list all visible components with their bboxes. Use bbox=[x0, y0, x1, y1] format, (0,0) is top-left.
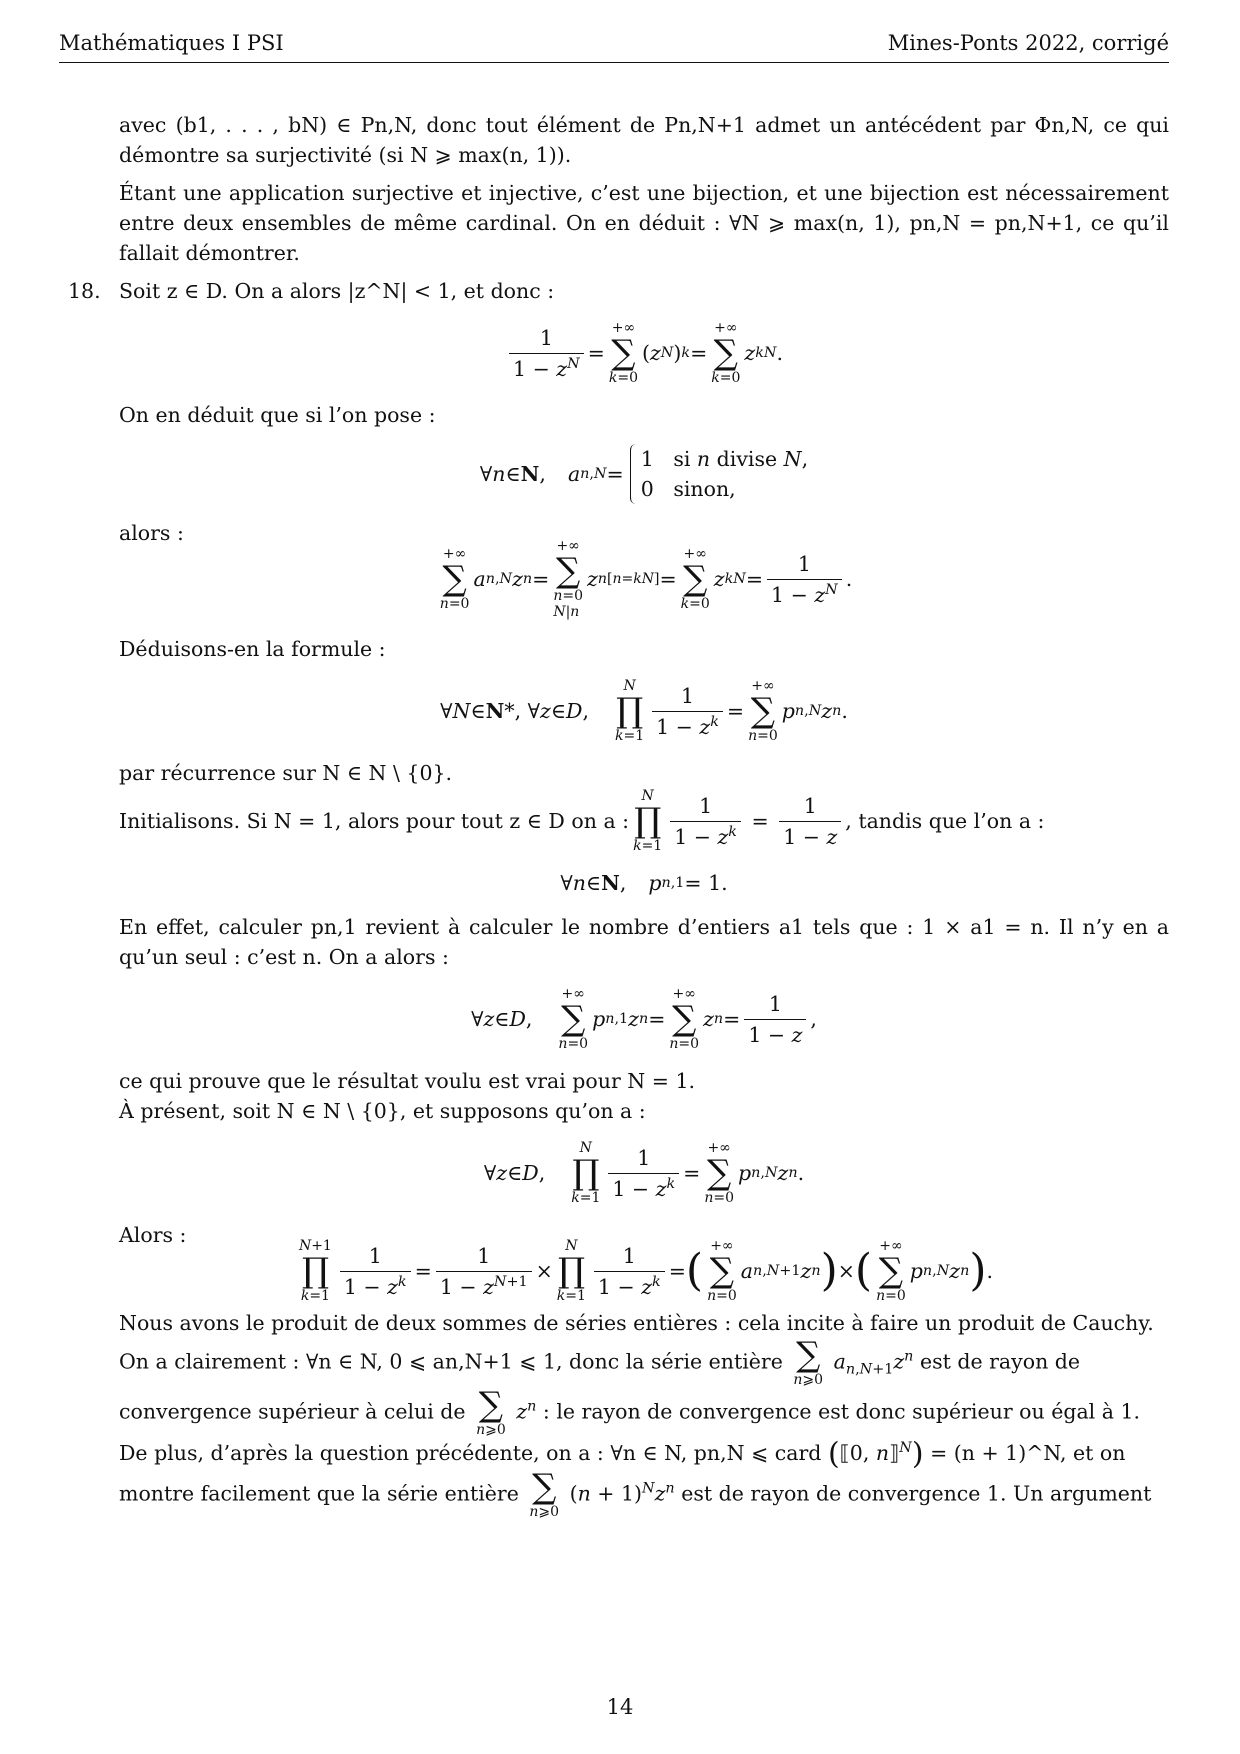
equation-sum-a: +∞ ∑ n=0 a n,N z n = +∞ ∑ n=0 N|n z n [n=kN] = +∞ ∑ k=0 z kN = $\frac{1}{1 - z^N}$ . bbox=[439, 538, 853, 620]
paragraph-15-end: : le rayon de convergence est donc supérieur ou égal à 1. bbox=[542, 1399, 1141, 1424]
paragraph-11: À présent, soit N ∈ N \ {0}, et supposons qu’on a : bbox=[119, 1099, 646, 1123]
paragraph-17: montre facilement que la série entière ∑ n⩾0 $(n + 1)^Nz^n$ est de rayon de convergence 1. Un argument bbox=[119, 1466, 1152, 1520]
equation-definition-a: ∀ n ∈ N , a n,N = 1 si n divise N, 0 sinon, bbox=[119, 444, 1169, 504]
paragraph-14-start: On a clairement : ∀n ∈ N, 0 ⩽ an,N+1 ⩽ 1, donc la série entière bbox=[119, 1349, 783, 1374]
equation-p-n1: ∀ n ∈ N , p n,1 = 1. bbox=[560, 871, 728, 895]
equation-hypothesis: ∀ z ∈ D , N ∏ k=1 $\frac{1}{1 - z^k}$ = +∞ ∑ n=0 p n,N z n . bbox=[483, 1140, 805, 1206]
paragraph-5: alors : bbox=[119, 521, 184, 545]
paragraph-14: On a clairement : ∀n ∈ N, 0 ⩽ an,N+1 ⩽ 1, donc la série entière ∑ n⩾0 $a_{n,N+1}z^n$ est de rayon de bbox=[119, 1335, 1081, 1388]
paragraph-8-end: , tandis que l’on a : bbox=[845, 809, 1045, 833]
paragraph-16-end: = (n + 1)^N, et on bbox=[930, 1441, 1126, 1465]
paragraph-3-text: Soit z ∈ D. On a alors |z^N| < 1, et donc : bbox=[119, 279, 555, 303]
paragraph-3 bbox=[68, 276, 1169, 306]
equation-induction-step: N+1 ∏ k=1 $\frac{1}{1 - z^k}$ = $\frac{1}{1 - z^{N+1}}$ × N ∏ k=1 $\frac{1}{1 - z^k}$ = ( +∞ ∑ n=0 a n,N+1 z n ) × ( +∞ ∑ n=0 p n,N z n ) . bbox=[298, 1238, 994, 1304]
paragraph-8: Initialisons. Si N = 1, alors pour tout z ∈ D on a : N ∏ k=1 $\frac{1}{1 - z^k}$ = $\frac{1}{1 - z}$ , tandis que l’on a : bbox=[119, 788, 1045, 854]
question-number: 18. bbox=[68, 279, 101, 303]
paragraph-16: De plus, d’après la question précédente, on a : ∀n ∈ N, pn,N ⩽ card (⟦0, n⟧$^N$) = (n + 1)^N, et on bbox=[119, 1436, 1126, 1472]
paragraph-15-start: convergence supérieur à celui de bbox=[119, 1399, 466, 1424]
paragraph-9: En effet, calculer pn,1 revient à calculer le nombre d’entiers a1 tels que : 1 × a1 = n. Il n’y en a qu’un seul : c’est n. On a alors : bbox=[119, 915, 1169, 969]
page-header bbox=[59, 28, 1169, 63]
paragraph-7: par récurrence sur N ∈ N \ {0}. bbox=[119, 761, 453, 785]
paragraph-12: Alors : bbox=[119, 1223, 187, 1247]
paragraph-8-start: Initialisons. Si N = 1, alors pour tout z ∈ D on a : bbox=[119, 809, 630, 833]
equation-main-formula: ∀ N ∈ N *, ∀ z ∈ D , N ∏ k=1 $\frac{1}{1 - z^k}$ = +∞ ∑ n=0 p n,N z n . bbox=[440, 678, 848, 744]
paragraph-17-end: est de rayon de convergence 1. Un argument bbox=[681, 1481, 1152, 1505]
header-right: Mines-Ponts 2022, corrigé bbox=[887, 31, 1169, 55]
main-content bbox=[68, 110, 1169, 1520]
paragraph-10: ce qui prouve que le résultat voulu est vrai pour N = 1. bbox=[119, 1069, 696, 1093]
paragraph-6: Déduisons-en la formule : bbox=[119, 637, 386, 661]
page-number: 14 bbox=[606, 1695, 634, 1719]
paragraph-15: convergence supérieur à celui de ∑ n⩾0 $z^n$ : le rayon de convergence est donc supérieur ou égal à 1. bbox=[119, 1385, 1141, 1438]
paragraph-16-start: De plus, d’après la question précédente, on a : ∀n ∈ N, pn,N ⩽ card bbox=[119, 1441, 822, 1465]
paragraph-14-end: est de rayon de bbox=[919, 1349, 1081, 1374]
paragraph-2: Étant une application surjective et injective, c’est une bijection, et une bijection est nécessairement entre deux ensembles de même cardinal. On en déduit : ∀N ⩾ max(n, 1), pn,N = pn,N+1, ce qu’il fallait démontrer. bbox=[119, 181, 1169, 265]
equation-base-case: ∀ z ∈ D , +∞ ∑ n=0 p n,1 z n = +∞ ∑ n=0 z n = $\frac{1}{1 - z}$ , bbox=[471, 986, 817, 1052]
paragraph-13: Nous avons le produit de deux sommes de séries entières : cela incite à faire un produit de Cauchy. bbox=[119, 1311, 1154, 1335]
paragraph-1: avec (b1, . . . , bN) ∈ Pn,N, donc tout élément de Pn,N+1 admet un antécédent par Φn,N, ce qui démontre sa surjectivité (si N ⩾ max(n, 1)). bbox=[119, 113, 1169, 167]
paragraph-17-start: montre facilement que la série entière bbox=[119, 1481, 519, 1505]
equation-geometric-series: $\frac{1}{1 - z^N}$ = +∞ ∑ k=0 ( z N ) k = +∞ ∑ k=0 z kN . bbox=[119, 320, 1169, 386]
header-left: Mathématiques I PSI bbox=[59, 31, 284, 55]
paragraph-4: On en déduit que si l’on pose : bbox=[119, 403, 436, 427]
